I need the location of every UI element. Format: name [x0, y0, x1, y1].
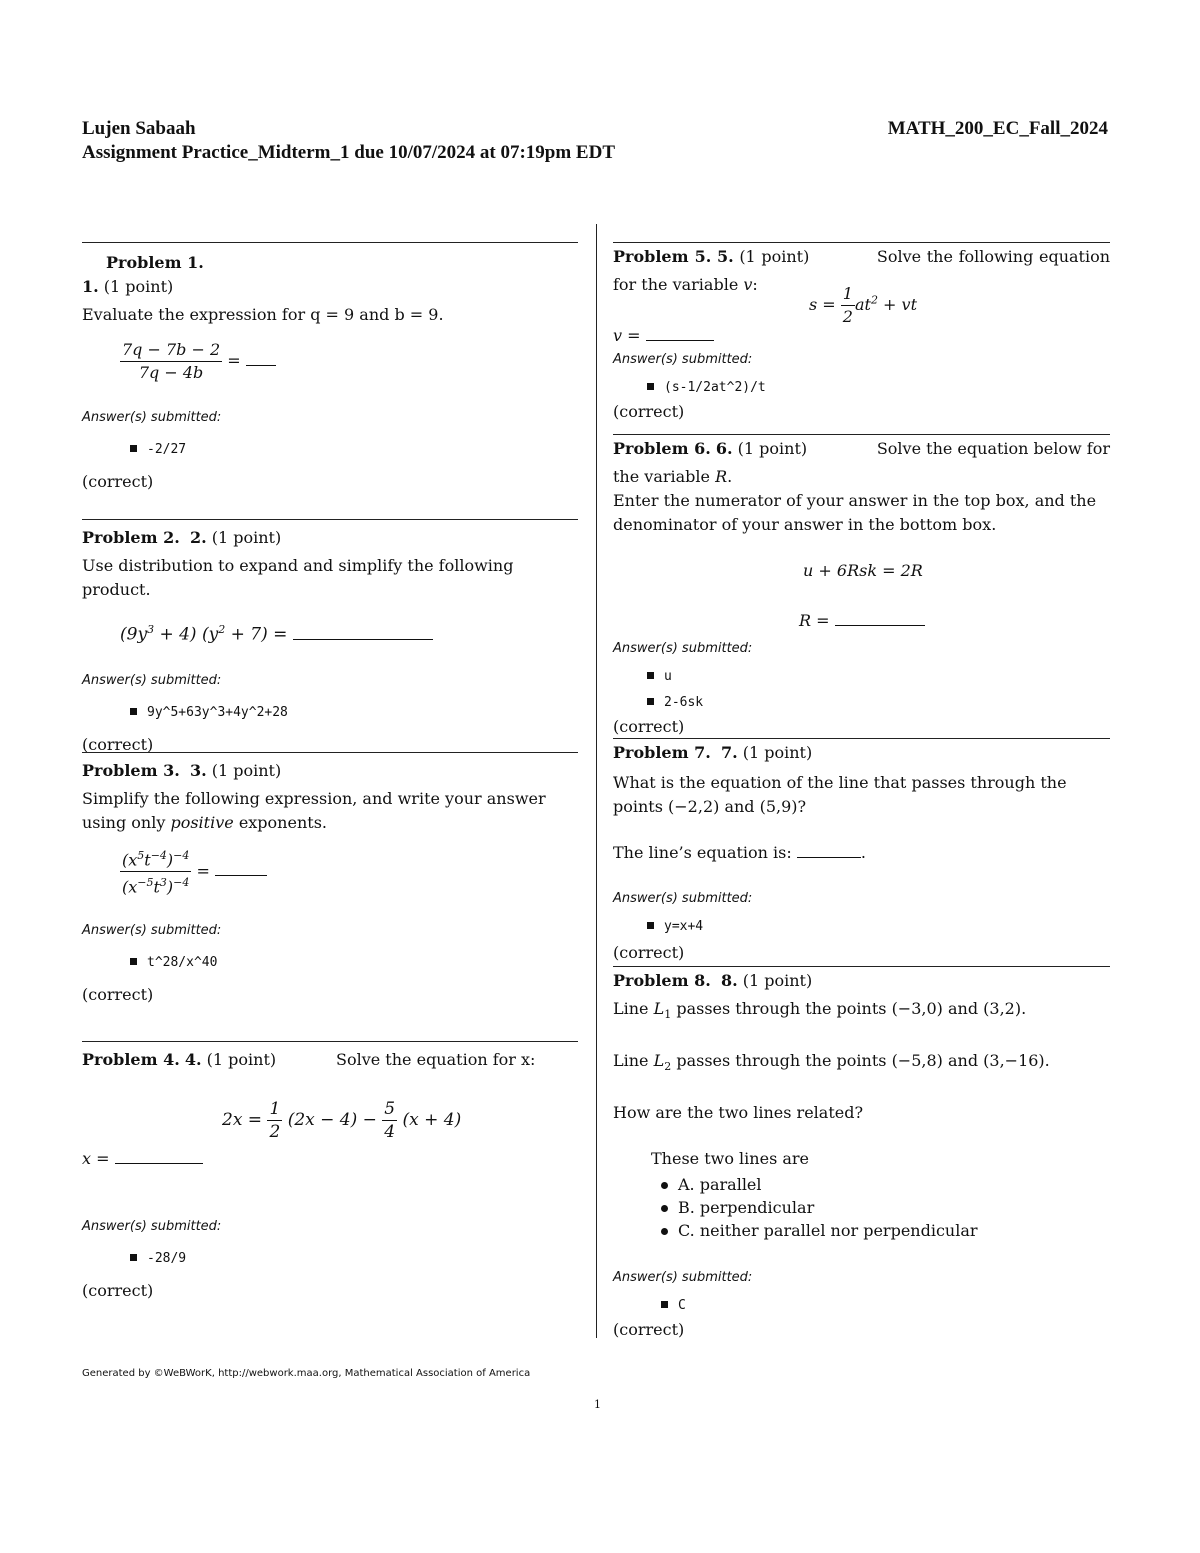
- problem-equation: $\frac{(x^5t^{-4})^{-4}}{(x^{-5}t^3)^{-4}}$ =: [120, 845, 578, 899]
- status-correct: (correct): [82, 1281, 154, 1300]
- line-l2-text: Line $L_2$ passes through the points (−5,8) and (3,−16).: [613, 1051, 1050, 1074]
- answers-label: Answer(s) submitted:: [613, 1270, 753, 1286]
- problem-5: [613, 242, 1110, 424]
- problem-text: What is the equation of the line that passes through the points (−2,2) and (5,9)?: [613, 773, 1067, 816]
- answer-blank[interactable]: [246, 351, 276, 366]
- problem-points: (1 point): [211, 528, 282, 547]
- problem-3: [82, 752, 578, 1007]
- answer-item: 2-6sk: [647, 689, 1110, 715]
- student-name: Lujen Sabaah: [82, 118, 196, 139]
- answer-line: v =: [613, 324, 1110, 348]
- page-number: 1: [594, 1398, 601, 1411]
- problem-number: 3.: [189, 761, 207, 780]
- problem-7: [613, 738, 1110, 965]
- problem-title: Problem 3.: [82, 761, 180, 780]
- problem-title: Problem 7.: [613, 743, 711, 762]
- option-c[interactable]: C. neither parallel nor perpendicular: [661, 1219, 1110, 1242]
- problem-title: Problem 1.: [106, 253, 204, 272]
- problem-number: 2.: [189, 528, 207, 547]
- problem-number: 7.: [720, 743, 738, 762]
- problem-header: Problem 6. 6. (1 point) Solve the equation below for: [613, 439, 1110, 458]
- problem-equation: u + 6Rsk = 2R: [803, 561, 923, 580]
- status-correct: (correct): [613, 1320, 685, 1340]
- answer-blank[interactable]: [215, 861, 267, 876]
- options-lead: These two lines are: [651, 1149, 810, 1169]
- problem-number: 4.: [184, 1050, 202, 1069]
- problem-text: Solve the equation for x:: [336, 1050, 536, 1069]
- status-correct: (correct): [82, 472, 154, 491]
- answer-blank[interactable]: [646, 326, 714, 341]
- problem-text: the variable R.: [613, 467, 733, 486]
- status-correct: (correct): [82, 984, 154, 1004]
- problem-title: Problem 8.: [613, 971, 711, 990]
- problem-text-2: Enter the numerator of your answer in the top box, and the denominator of your answer in the bottom box.: [613, 491, 1097, 534]
- answer-item: C: [661, 1292, 1110, 1318]
- problem-number: 1.: [82, 277, 99, 296]
- problem-text: Use distribution to expand and simplify the following product.: [82, 556, 514, 599]
- status-correct: (correct): [613, 717, 685, 736]
- problem-points: (1 point): [103, 277, 174, 296]
- option-list: [661, 1173, 1110, 1242]
- problem-text: for the variable v:: [613, 275, 758, 294]
- problem-1: [82, 242, 578, 494]
- problem-title: Problem 2.: [82, 528, 180, 547]
- problem-points: (1 point): [206, 1050, 277, 1069]
- problem-2: [82, 519, 578, 757]
- problem-equation: s = $\frac{1}{2}$ $at^2$ + vt: [809, 284, 917, 326]
- answer-blank[interactable]: [115, 1149, 203, 1164]
- answer-item: y=x+4: [647, 913, 1110, 939]
- answer-blank[interactable]: [293, 625, 433, 640]
- answer-item: (s-1/2at^2)/t: [647, 374, 1110, 400]
- problem-points: (1 point): [211, 761, 282, 780]
- assignment-title: Assignment Practice_Midterm_1 due 10/07/2024 at 07:19pm EDT: [82, 142, 615, 163]
- course-name: MATH_200_EC_Fall_2024: [887, 118, 1108, 139]
- problem-prompt: The line’s equation is: .: [613, 843, 866, 862]
- problem-4: [82, 1041, 578, 1303]
- problem-points: (1 point): [742, 971, 813, 990]
- answer-blank[interactable]: [835, 611, 925, 626]
- problem-text: Evaluate the expression for q = 9 and b = 9.: [82, 305, 444, 324]
- answer-item: -28/9: [130, 1245, 578, 1271]
- problem-8: [613, 966, 1110, 1342]
- problem-equation: 2x = $\frac{1}{2}$ (2x − 4) − $\frac{5}{4}$ (x + 4): [222, 1099, 462, 1142]
- answer-item: u: [647, 663, 1110, 689]
- footer-credit: Generated by ©WeBWorK, http://webwork.maa.org, Mathematical Association of America: [82, 1368, 531, 1379]
- answers-label: Answer(s) submitted:: [613, 891, 753, 906]
- answer-line: R =: [799, 609, 1110, 633]
- status-correct: (correct): [613, 943, 685, 962]
- answers-label: Answer(s) submitted:: [613, 352, 753, 367]
- option-b[interactable]: B. perpendicular: [661, 1196, 1110, 1219]
- answers-label: Answer(s) submitted:: [82, 922, 222, 938]
- answer-item: -2/27: [130, 436, 578, 462]
- answer-item: 9y^5+63y^3+4y^2+28: [130, 699, 578, 725]
- answers-label: Answer(s) submitted:: [613, 641, 753, 656]
- answer-blank[interactable]: [797, 843, 861, 858]
- answer-item: t^28/x^40: [130, 949, 578, 975]
- column-divider: [596, 224, 597, 1338]
- problem-question: How are the two lines related?: [613, 1103, 864, 1123]
- answers-label: Answer(s) submitted:: [82, 410, 222, 425]
- problem-points: (1 point): [742, 743, 813, 762]
- status-correct: (correct): [613, 402, 685, 421]
- answers-label: Answer(s) submitted:: [82, 672, 222, 688]
- problem-equation: $\frac{7q - 7b - 2}{7q - 4b}$ =: [120, 339, 578, 384]
- problem-header: Problem 5. 5. (1 point) Solve the following equation: [613, 247, 1111, 266]
- answer-line: x =: [82, 1147, 578, 1171]
- line-l1-text: Line $L_1$ passes through the points (−3,0) and (3,2).: [613, 999, 1027, 1022]
- option-a[interactable]: A. parallel: [661, 1173, 1110, 1196]
- problem-number: 8.: [720, 971, 738, 990]
- problem-6: [613, 434, 1110, 739]
- status-correct: (correct): [82, 734, 154, 754]
- problem-equation: $(9y^3 + 4) (y^2 + 7)$ =: [120, 618, 578, 647]
- problem-text: Simplify the following expression, and write your answer using only positive exponents.: [82, 789, 546, 832]
- answers-label: Answer(s) submitted:: [82, 1219, 222, 1234]
- problem-title: Problem 4.: [82, 1050, 180, 1069]
